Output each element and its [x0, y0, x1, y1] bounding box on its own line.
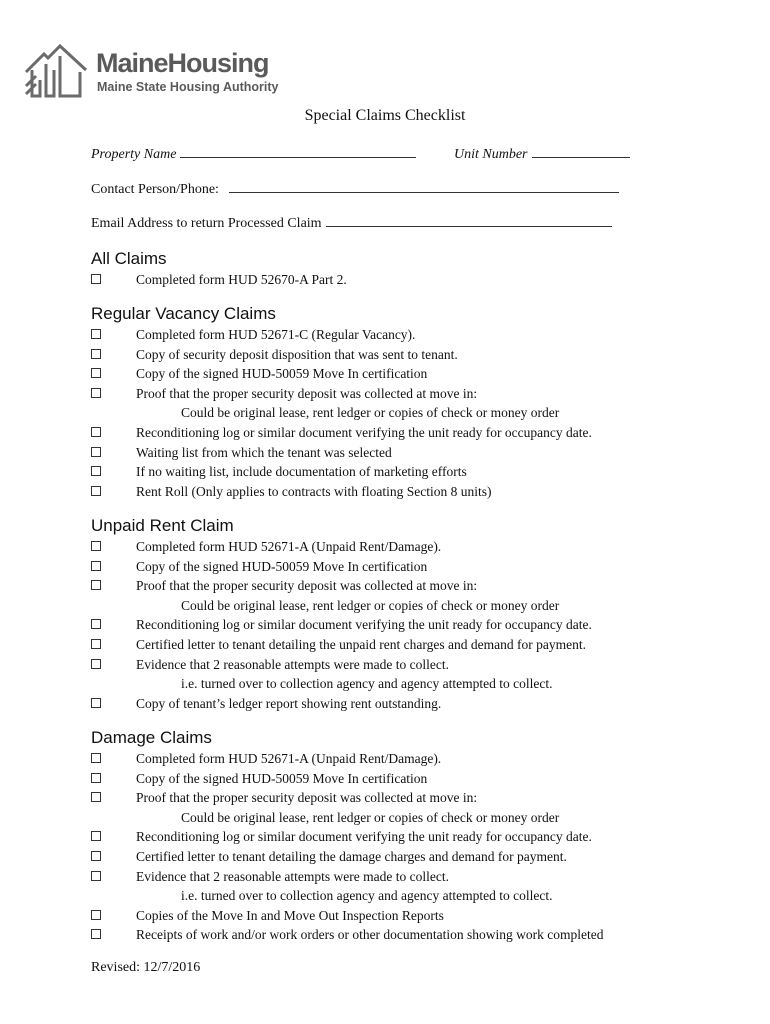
- checkbox[interactable]: [91, 388, 101, 398]
- checklist-item-text: Receipts of work and/or work orders or other documentation showing work completed: [136, 927, 604, 943]
- checkbox[interactable]: [91, 329, 101, 339]
- property-name-label: Property Name: [91, 147, 177, 162]
- unit-number-line[interactable]: [532, 143, 630, 158]
- checklist-item[interactable]: [91, 345, 751, 365]
- checklist-item-text: Completed form HUD 52671-A (Unpaid Rent/Damage).: [136, 751, 442, 766]
- section-heading: Regular Vacancy Claims: [91, 304, 276, 323]
- logo-name: MaineHousing: [96, 48, 269, 78]
- checklist-item[interactable]: [91, 482, 751, 502]
- checklist-item[interactable]: [91, 423, 751, 443]
- unit-number-label: Unit Number: [454, 147, 528, 162]
- checkbox[interactable]: [91, 486, 101, 496]
- checkbox[interactable]: [91, 659, 101, 669]
- checklist-item[interactable]: [91, 694, 751, 714]
- checklist-item-text: Certified letter to tenant detailing the damage charges and demand for payment.: [136, 848, 567, 864]
- checklist-item[interactable]: [91, 655, 751, 675]
- checklist-item[interactable]: [91, 635, 751, 655]
- checklist-item[interactable]: [91, 443, 751, 463]
- checklist-item[interactable]: [91, 557, 751, 577]
- logo-subtitle: Maine State Housing Authority: [97, 80, 279, 94]
- checklist-item-note: Could be original lease, rent ledger or copies of check or money order: [181, 809, 560, 825]
- unit-number-field[interactable]: [454, 143, 630, 164]
- checklist-item[interactable]: [91, 749, 751, 769]
- checkbox[interactable]: [91, 447, 101, 457]
- revised-date: Revised: 12/7/2016: [91, 960, 201, 975]
- checklist-item-text: Waiting list from which the tenant was selected: [136, 444, 392, 460]
- checklist-item[interactable]: [91, 537, 751, 557]
- checklist-item-text: If no waiting list, include documentation of marketing efforts: [136, 464, 467, 480]
- checklist-item-text: Evidence that 2 reasonable attempts were made to collect.: [136, 656, 449, 672]
- checkbox[interactable]: [91, 368, 101, 378]
- checklist-item-text: Completed form HUD 52671-A (Unpaid Rent/Damage).: [136, 539, 442, 554]
- checklist-item-note: Could be original lease, rent ledger or copies of check or money order: [181, 597, 560, 613]
- checklist-item-text: Copies of the Move In and Move Out Inspection Reports: [136, 907, 444, 923]
- checkbox[interactable]: [91, 871, 101, 881]
- checkbox[interactable]: [91, 427, 101, 437]
- contact-label: Contact Person/Phone:: [91, 182, 219, 197]
- checklist-item[interactable]: [91, 364, 751, 384]
- checkbox[interactable]: [91, 349, 101, 359]
- checkbox[interactable]: [91, 910, 101, 920]
- checkbox[interactable]: [91, 619, 101, 629]
- checklist-item-text: Copy of the signed HUD-50059 Move In certification: [136, 558, 428, 574]
- section-4: [91, 727, 751, 945]
- property-name-line[interactable]: [180, 143, 416, 158]
- checkbox[interactable]: [91, 274, 101, 284]
- checklist-item-text: Reconditioning log or similar document verifying the unit ready for occupancy date.: [136, 424, 592, 440]
- checkbox[interactable]: [91, 561, 101, 571]
- checklist-item-text: Copy of tenant’s ledger report showing rent outstanding.: [136, 695, 442, 711]
- checklist-item-note: i.e. turned over to collection agency and agency attempted to collect.: [181, 888, 553, 904]
- checklist-item-text: Reconditioning log or similar document verifying the unit ready for occupancy date.: [136, 829, 592, 845]
- checklist-item[interactable]: [91, 325, 751, 345]
- section-heading: Damage Claims: [91, 728, 212, 747]
- checklist-item[interactable]: [91, 615, 751, 635]
- contact-field[interactable]: [91, 178, 619, 199]
- logo: [24, 42, 324, 102]
- checklist-item[interactable]: [91, 270, 751, 290]
- checklist-item[interactable]: [91, 769, 751, 789]
- checklist-item[interactable]: [91, 788, 751, 808]
- section-2: [91, 303, 751, 501]
- property-name-field[interactable]: [91, 143, 416, 164]
- checkbox[interactable]: [91, 466, 101, 476]
- checklist-item[interactable]: [91, 827, 751, 847]
- checklist-item-text: Evidence that 2 reasonable attempts were made to collect.: [136, 868, 449, 884]
- checkbox[interactable]: [91, 929, 101, 939]
- checkbox[interactable]: [91, 831, 101, 841]
- checkbox[interactable]: [91, 753, 101, 763]
- checklist-item-text: Reconditioning log or similar document verifying the unit ready for occupancy date.: [136, 617, 592, 633]
- checklist-item[interactable]: [91, 462, 751, 482]
- checkbox[interactable]: [91, 773, 101, 783]
- checklist-item[interactable]: [91, 925, 751, 945]
- house-outline-icon: [24, 42, 90, 100]
- checkbox[interactable]: [91, 792, 101, 802]
- checklist-item-text: Certified letter to tenant detailing the unpaid rent charges and demand for payment.: [136, 636, 586, 652]
- contact-line[interactable]: [229, 178, 619, 193]
- checklist-item-text: Completed form HUD 52671-C (Regular Vacancy).: [136, 327, 416, 342]
- section-heading: Unpaid Rent Claim: [91, 516, 234, 535]
- section-1: [91, 248, 751, 290]
- checkbox[interactable]: [91, 851, 101, 861]
- checklist-item-note: Could be original lease, rent ledger or copies of check or money order: [181, 405, 560, 421]
- checklist-item-text: Copy of security deposit disposition that was sent to tenant.: [136, 346, 458, 362]
- email-label: Email Address to return Processed Claim: [91, 216, 322, 231]
- checklist-item[interactable]: [91, 906, 751, 926]
- checklist-item[interactable]: [91, 576, 751, 596]
- section-heading: All Claims: [91, 249, 167, 268]
- checklist-item-text: Rent Roll (Only applies to contracts with floating Section 8 units): [136, 483, 492, 499]
- checklist-item-text: Copy of the signed HUD-50059 Move In certification: [136, 770, 428, 786]
- checkbox[interactable]: [91, 541, 101, 551]
- email-line[interactable]: [326, 212, 612, 227]
- checkbox[interactable]: [91, 698, 101, 708]
- checklist-item[interactable]: [91, 867, 751, 887]
- checklist-item-text: Copy of the signed HUD-50059 Move In certification: [136, 366, 428, 382]
- checklist-item-note: i.e. turned over to collection agency and agency attempted to collect.: [181, 676, 553, 692]
- checklist-item-text: Proof that the proper security deposit was collected at move in:: [136, 578, 478, 594]
- email-field[interactable]: [91, 212, 612, 233]
- checklist-item-text: Proof that the proper security deposit was collected at move in:: [136, 790, 478, 806]
- checkbox[interactable]: [91, 580, 101, 590]
- checklist-item-text: Proof that the proper security deposit was collected at move in:: [136, 385, 478, 401]
- page-title: Special Claims Checklist: [304, 107, 466, 124]
- checkbox[interactable]: [91, 639, 101, 649]
- checklist-item-text: Completed form HUD 52670-A Part 2.: [136, 272, 347, 287]
- checklist-item[interactable]: [91, 847, 751, 867]
- checklist-item[interactable]: [91, 384, 751, 404]
- section-3: [91, 515, 751, 713]
